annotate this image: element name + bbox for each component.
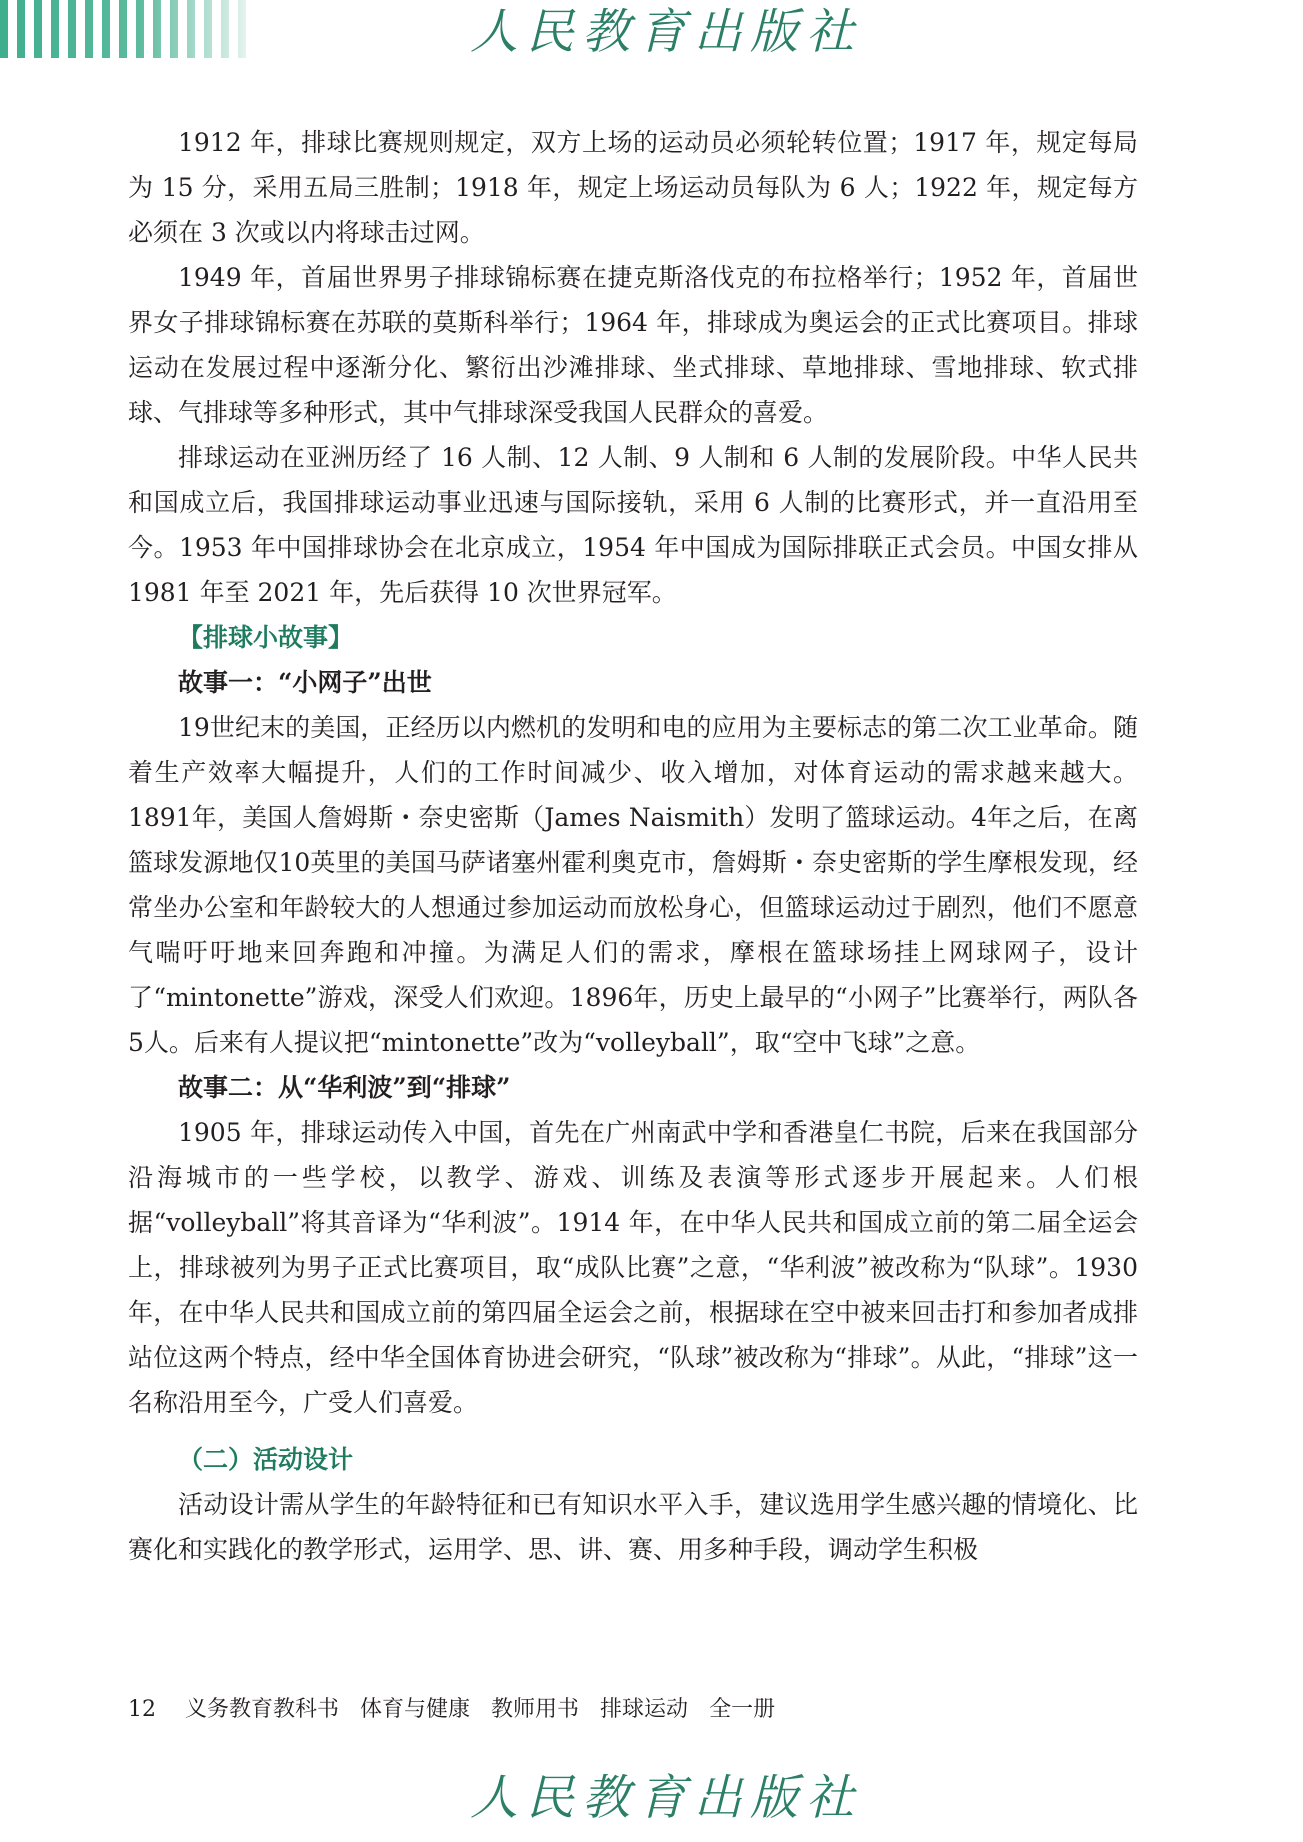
footer-book: 义务教育教科书 (185, 1697, 340, 1722)
page-body (128, 120, 1138, 1572)
publisher-logo-bottom: 人民教育出版社 (470, 1770, 863, 1826)
stories-heading: 【排球小故事】 (178, 623, 354, 652)
section2-title: （二）活动设计 (178, 1445, 354, 1474)
page-footer (128, 1692, 789, 1723)
paragraph: 排球运动在亚洲历经了 16 人制、12 人制、9 人制和 6 人制的发展阶段。中华人民共和国成立后，我国排球运动事业迅速与国际接轨，采用 6 人制的比赛形式，并一直沿用至今。1953 年中国排球协会在北京成立，1954 年中国成为国际排联正式会员。中国女排从 1981 年至 2021 年，先后获得 10 次世界冠军。 (128, 443, 1138, 607)
story1-text: 19世纪末的美国，正经历以内燃机的发明和电的应用为主要标志的第二次工业革命。随着生产效率大幅提升，人们的工作时间减少、收入增加，对体育运动的需求越来越大。1891年，美国人詹姆斯・奈史密斯（James Naismith）发明了篮球运动。4年之后，在离篮球发源地仅10英里的美国马萨诸塞州霍利奥克市，詹姆斯・奈史密斯的学生摩根发现，经常坐办公室和年龄较大的人想通过参加运动而放松身心，但篮球运动过于剧烈，他们不愿意气喘吁吁地来回奔跑和冲撞。为满足人们的需求，摩根在篮球场挂上网球网子，设计了“mintonette”游戏，深受人们欢迎。1896年，历史上最早的“小网子”比赛举行，两队各5人。后来有人提议把“mintonette”改为“volleyball”，取“空中飞球”之意。 (128, 713, 1138, 1057)
section2-text: 活动设计需从学生的年龄特征和已有知识水平入手，建议选用学生感兴趣的情境化、比赛化和实践化的教学形式，运用学、思、讲、赛、用多种手段，调动学生积极 (128, 1490, 1138, 1564)
story2-title: 故事二：从“华利波”到“排球” (178, 1073, 511, 1102)
paragraph: 1912 年，排球比赛规则规定，双方上场的运动员必须轮转位置；1917 年，规定每局为 15 分，采用五局三胜制；1918 年，规定上场运动员每队为 6 人；1922 年，规定每方必须在 3 次或以内将球击过网。 (128, 128, 1138, 247)
paragraph: 1949 年，首届世界男子排球锦标赛在捷克斯洛伐克的布拉格举行；1952 年，首届世界女子排球锦标赛在苏联的莫斯科举行；1964 年，排球成为奥运会的正式比赛项目。排球运动在发展过程中逐渐分化、繁衍出沙滩排球、坐式排球、草地排球、雪地排球、软式排球、气排球等多种形式，其中气排球深受我国人民群众的喜爱。 (128, 263, 1138, 427)
footer-subject: 体育与健康 (360, 1697, 471, 1722)
footer-topic: 排球运动 (600, 1697, 689, 1722)
story1-title: 故事一：“小网子”出世 (178, 668, 432, 697)
footer-volume: 全一册 (709, 1697, 776, 1722)
page-number: 12 (128, 1697, 156, 1722)
header-stripes (0, 0, 252, 58)
story2-text: 1905 年，排球运动传入中国，首先在广州南武中学和香港皇仁书院，后来在我国部分沿海城市的一些学校，以教学、游戏、训练及表演等形式逐步开展起来。人们根据“volleyball”将其音译为“华利波”。1914 年，在中华人民共和国成立前的第二届全运会上，排球被列为男子正式比赛项目，取“成队比赛”之意，“华利波”被改称为“队球”。1930 年，在中华人民共和国成立前的第四届全运会之前，根据球在空中被来回击打和参加者成排站位这两个特点，经中华全国体育协进会研究，“队球”被改称为“排球”。从此，“排球”这一名称沿用至今，广受人们喜爱。 (128, 1118, 1138, 1417)
publisher-logo: 人民教育出版社 (470, 4, 863, 60)
footer-type: 教师用书 (491, 1697, 580, 1722)
